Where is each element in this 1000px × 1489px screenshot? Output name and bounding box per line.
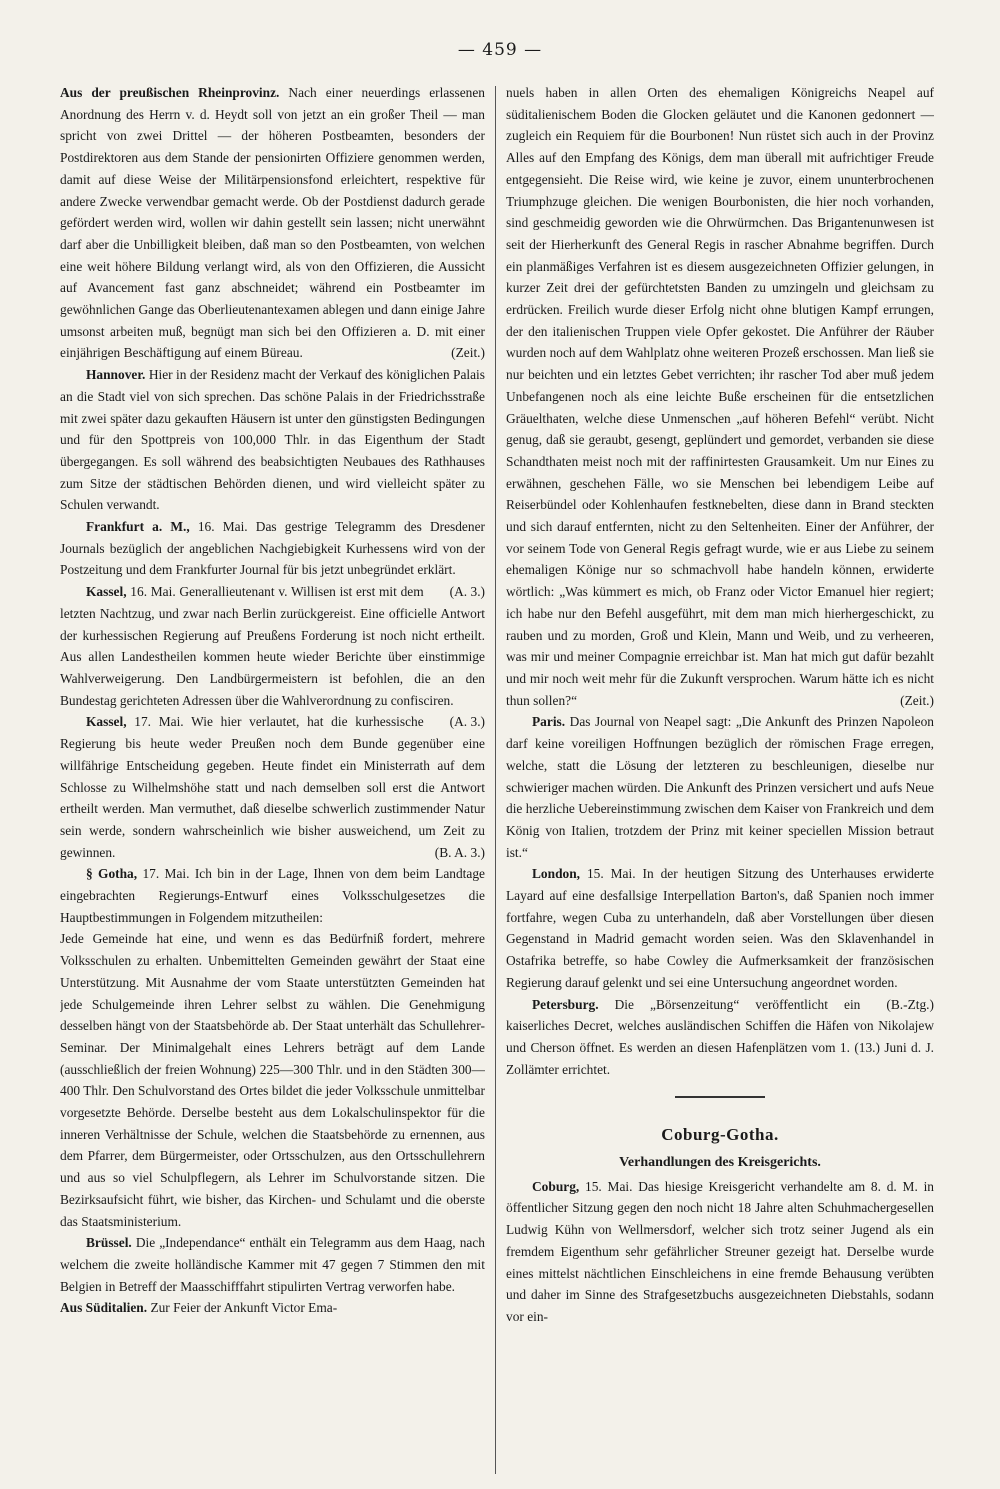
column-divider: [495, 86, 496, 1474]
article: [60, 863, 485, 928]
article: [60, 82, 485, 364]
article-dateline: Aus der preußischen Rheinprovinz.: [60, 85, 280, 100]
article-text: Die „Börsenzeitung“ veröffentlicht ein kaiserliches Decret, welches ausländischen Schiffen die Häfen von Nikolajew und Cherson öffnet. Es werden an diesen Hafenplätzen vom 1. (13.) Juni d. J. Zollämter errichtet.: [506, 996, 934, 1077]
section-rule: [675, 1096, 765, 1098]
article: [60, 364, 485, 516]
article-dateline: Brüssel.: [86, 1235, 132, 1251]
article-text: 17. Mai. Ich bin in der Lage, Ihnen von dem beim Landtage eingebrachten Regierungs-Entwurf eines Volksschulgesetzes die Hauptbestimmungen in Folgendem mitzutheilen:: [60, 866, 485, 925]
article: [60, 711, 485, 863]
article-dateline: Petersburg.: [532, 996, 599, 1012]
article-text: Hier in der Residenz macht der Verkauf des königlichen Palais an die Stadt viel von sich sprechen. Das schöne Palais in der Friedrichsstraße mit zwei später dazu gekauften Häusern ist unter den günstigsten Bedingungen und für den Spottpreis von 100,000 Thlr. in das Eigenthum der Stadt übergegangen. Es soll während des beabsichtigten Neubaues des Rathhauses zum Sitze der städtischen Behörden dienen, und wird vielleicht später zu Schulen verwandt.: [60, 367, 485, 513]
article: [60, 1232, 485, 1297]
article-source: (B.-Ztg.): [886, 996, 934, 1012]
article: [506, 711, 934, 863]
article-text: 16. Mai. Das gestrige Telegramm des Dresdener Journals bezüglich der angeblichen Nachgiebigkeit Kurhessens wird von der Postzeitung und dem Frankfurter Journal für bis jetzt unbegründet erklärt.: [60, 519, 485, 578]
article-text: Nach einer neuerdings erlassenen Anordnung des Herrn v. d. Heydt soll von jetzt an ein großer Theil — man spricht von zwei Drittel — der höheren Postbeamten, besonders der Postdirektoren aus dem Stande der pensionirten Offiziere genommen werden, damit auf diese Weise der Militärpensionsfond erleichtert, respektive für andere Zwecke verwendbar gemacht werde. Ob der Postdienst dadurch gerade gefördert werden wird, wollen wir dahin gestellt sein lassen; nicht unerwähnt darf aber die Unbilligkeit bleiben, daß man so den Postbeamten, von welchen eine weit höhere Bildung verlangt wird, als von den Offizieren, die Aussicht auf Avancement fast ganz abschneidet; während ein Postbeamter im gewöhnlichen Gange das Oberlieutenantexamen ablegen und dann einige Jahre umsonst arbeiten muß, begnügt man sich bei den Offizieren a. D. mit einer einjährigen Beschäftigung auf einem Büreau.: [60, 85, 485, 361]
article: [60, 581, 485, 730]
right-column: [506, 82, 934, 1482]
article-text: 15. Mai. In der heutigen Sitzung des Unterhauses erwiderte Layard auf eine desfallsige Interpellation Barton's, daß Spanien noch immer fortfahre, wegen Cuba zu unterhandeln, daß aber Vorstellungen über diesen Gegenstand in Madrid gemacht worden seien. Was den Sklavenhandel in Ostafrika betreffe, so habe Cowley die Aufmerksamkeit der französischen Regierung darauf gelenkt und sei eine Untersuchung angeordnet worden.: [506, 866, 934, 990]
article-dateline: Aus Süditalien.: [60, 1300, 148, 1316]
article-dateline: London,: [532, 866, 581, 882]
article-dateline: Paris.: [532, 714, 566, 730]
article-source: (Zeit.): [900, 692, 934, 708]
article: [506, 82, 934, 711]
article-dateline: Frankfurt a. M.,: [86, 519, 190, 535]
article: [506, 1176, 934, 1328]
article-text: Jede Gemeinde hat eine, und wenn es das Bedürfniß fordert, mehrere Volksschulen zu erhalten. Unbemittelten Gemeinden gewährt der Staat eine Unterstützung. Mit Ausnahme der vom Staate unterstützten Gemeinden hat jede Schulgemeinde ihren Lehrer selbst zu wählen. Die Genehmigung desselben hängt von der Staatsbehörde ab. Der Staat unterhält das Schullehrer-Seminar. Der Minimalgehalt eines Lehrers beträgt auf dem Lande (ausschließlich der freien Wohnung) 225—300 Thlr. und in den Städten 300—400 Thlr. Den Schulvorstand des Ortes bildet die jeder Volksschule unmittelbar vorgesetzte Behörde. Derselbe besteht aus dem Lokalschulinspektor für die inneren Verhältnisse der Schule, welchen die Staatsbehörde zu ernennen, aus dem Pfarrer, dem Bürgermeister, oder Ortsschulzen, aus den Ortsschullehrern und aus so viel Schulpflegern, als Lehrer im Schulvorstande sitzen. Die Bezirksaufsicht führt, wie bisher, das Kirchen- und Schulamt und die oberste das Staatsministerium.: [60, 931, 485, 1229]
article-dateline: § Gotha,: [86, 866, 138, 882]
article-text: Zur Feier der Ankunft Victor Ema-: [150, 1300, 338, 1316]
article-text: nuels haben in allen Orten des ehemaligen Königreichs Neapel auf süditalienischem Boden die Glocken geläutet und die Kanonen gedonnert — zugleich ein Requiem für die Bourbonen! Nun rüstet sich auch in der Provinz Alles auf den Empfang des Königs, dem man überall mit aufrichtiger Freude entgegensieht. Die Reise wird, wie keine je zuvor, einem ununterbrochenen Triumphzuge gleichen. Die wenigen Bourbonisten, die hier noch vorhanden, sind geschmeidig geworden wie die Ohrwürmchen. Das Brigantenunwesen ist seit der Hierherkunft des General Regis in rascher Abnahme begriffen. Durch ein planmäßiges Verfahren ist es diesem ausgezeichneten Offizier gelungen, in kurzer Zeit drei der gefürchtetsten Banden zu umzingeln und gleichsam zu erdrücken. Freilich wurde dieser Erfolg nicht ohne blutigen Kampf errungen, der den italienischen Truppen viele Opfer gekostet. Die Anführer der Räuber wurden noch auf dem Wahlplatz ohne weiteren Prozeß erschossen. Man ließ sie nur beichten und ein letztes Gebet verrichten; ihr rascher Tod aber muß jedem Unbefangenen noch als eine leichte Buße erscheinen für die entsetzlichen Gräuelthaten, welche diese Unmenschen „auf höheren Befehl“ verübt. Nicht genug, daß sie geraubt, gesengt, geplündert und gemordet, verbanden sie diese Schandthaten meist noch mit der raffinirtesten Grausamkeit. Um nur Eines zu erwähnen, geschehen Fälle, wo sie Menschen bei lebendigem Leibe auf Reiserbündel oder Kohlenhaufen festknebelten, diese dann in Brand steckten und sich darauf entfernten, nicht zu den Seltenheiten. Einer der Anführer, der vor seinem Tode von General Regis gefragt wurde, wie er aus Liebe zu seinem ehemaligen Könige nur so schmachvoll habe handeln können, erwiderte wörtlich: „Was kümmert es mich, ob Franz oder Victor Emanuel hier regiert; ich habe nur den Befehl ausgeführt, mit dem man mich hierhergeschickt, zu rauben und zu morden, Groß und Klein, Mann und Weib, und zu verheeren, was mir und meiner Compagnie erreichbar ist. Man hat mich gut dafür bezahlt und mir noch weit mehr für die Zukunft versprochen. Warum hätte ich es nicht thun sollen?“: [506, 85, 934, 708]
article-text: 15. Mai. Das hiesige Kreisgericht verhandelte am 8. d. M. in öffentlicher Sitzung gegen den noch nicht 18 Jahre alten Schuhmachergesellen Ludwig Kühn von Wellmersdorf, welcher sich trotz seiner Jugend als ein fremdem Eigenthum sehr gefährlicher Streuner gezeigt hat. Derselbe wurde eines mittelst nächtlichen Einschleichens in eine fremde Behausung verübten und daher im Sinne des Strafgesetzbuchs ausgezeichneten Diebstahls, sodann vor ein-: [506, 1178, 934, 1324]
article-dateline: Coburg,: [532, 1178, 580, 1194]
article-text: Die „Independance“ enthält ein Telegramm aus dem Haag, nach welchem die zweite holländische Kammer mit 47 gegen 7 Stimmen den mit Belgien in Betreff der Maasschifffahrt stipulirten Vertrag verworfen habe.: [60, 1235, 485, 1294]
article-dateline: Kassel,: [86, 714, 127, 730]
article-text: Das Journal von Neapel sagt: „Die Ankunft des Prinzen Napoleon darf keine voreiligen Hoffnungen bezüglich der römischen Frage erregen, welche, statt die Lösung der letzteren zu beschleunigen, dieselbe nur schwieriger machen würden. Die Ankunft des Prinzen versichert und aufs Neue die herzliche Uebereinstimmung zwischen dem Kaiser von Frankreich und dem König von Italien, trotzdem der Prinz mit keiner speciellen Mission betraut ist.“: [506, 714, 934, 860]
page-number: — 459 —: [457, 40, 543, 60]
article: [60, 928, 485, 1232]
section-heading: Coburg-Gotha.: [661, 1125, 779, 1145]
article-source: (B. A. 3.): [434, 844, 485, 860]
article: [60, 1297, 485, 1319]
section-subheading: Verhandlungen des Kreisgerichts.: [619, 1155, 821, 1171]
left-column: [60, 82, 485, 1482]
article-source: (A. 3.): [449, 584, 485, 600]
article-source: (Zeit.): [451, 345, 485, 361]
article-text: 16. Mai. Generallieutenant v. Willisen ist erst mit dem letzten Nachtzug, und zwar nach Berlin zurückgereist. Eine officielle Antwort der kurhessischen Regierung auf Preußens Forderung ist noch nicht ertheilt. Aus allen Landestheilen kommen heute wieder Berichte über einstimmige Wahlverweigerung. Den Landbürgermeistern ist befohlen, die an den Bundestag gerichteten Adressen über die Wahlverordnung zu confisciren.: [60, 584, 485, 708]
article-text: 17. Mai. Wie hier verlautet, hat die kurhessische Regierung bis heute weder Preußen noch dem Bunde gegenüber eine willfährige Entscheidung gegeben. Heute findet ein Ministerrath auf dem Schlosse zu Wilhelmshöhe statt und nach demselben soll erst die Antwort ertheilt werden. Man vermuthet, daß dieselbe schwerlich zustimmender Natur sein werde, sondern wahrscheinlich wie bisher ausweichend, um Zeit zu gewinnen.: [60, 714, 485, 860]
article-dateline: Hannover.: [86, 367, 146, 383]
article-source: (A. 3.): [449, 714, 485, 730]
article-dateline: Kassel,: [86, 584, 127, 600]
